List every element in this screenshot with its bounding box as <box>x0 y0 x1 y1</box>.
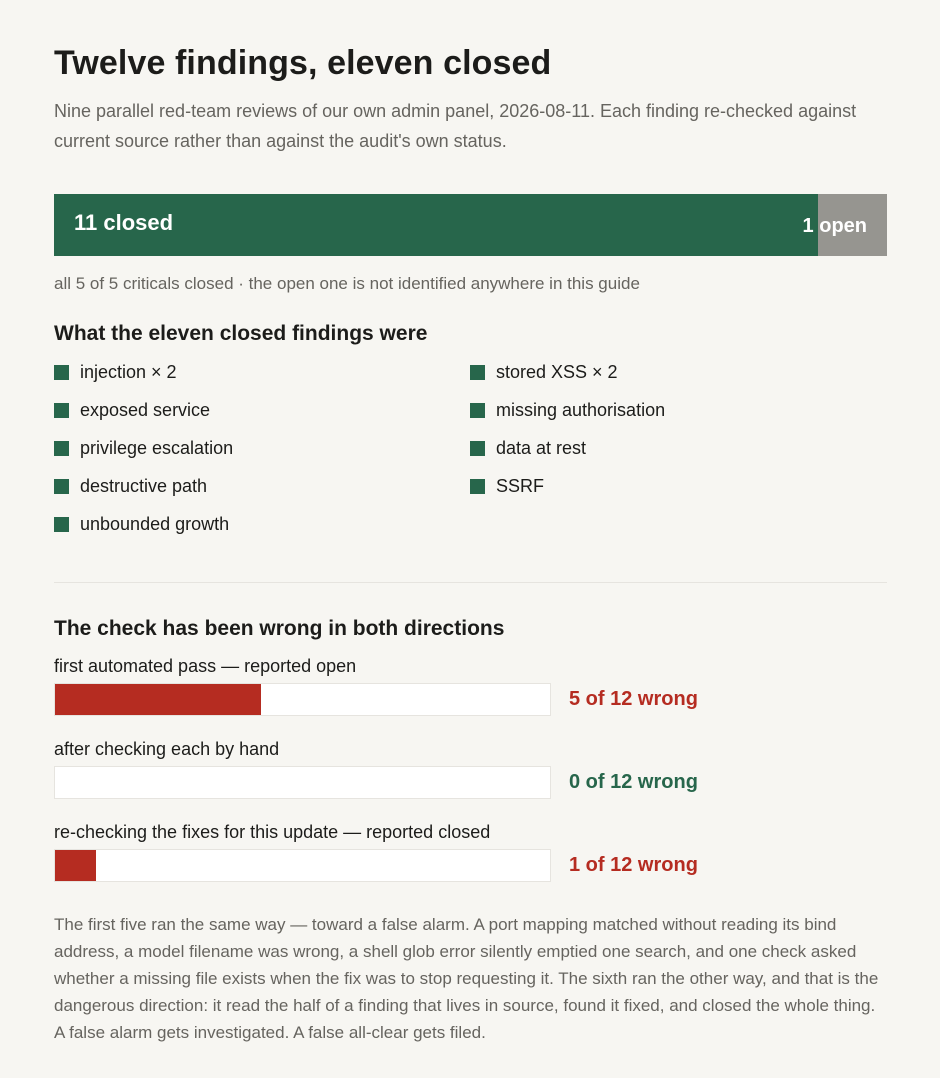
accuracy-row <box>54 739 887 809</box>
status-bar-open-segment <box>802 194 887 256</box>
accuracy-row-label: after checking each by hand <box>54 739 280 759</box>
accuracy-track <box>54 766 551 799</box>
closed-findings-heading: What the eleven closed findings were <box>54 322 428 345</box>
square-bullet-icon <box>470 441 485 456</box>
finding-item: SSRF <box>470 474 544 498</box>
finding-item: privilege escalation <box>54 436 233 460</box>
status-bar <box>54 194 887 256</box>
finding-item: unbounded growth <box>54 512 229 536</box>
status-bar-note: all 5 of 5 criticals closed · the open one is not identified anywhere in this guide <box>54 274 640 293</box>
page-title: Twelve findings, eleven closed <box>54 44 552 82</box>
square-bullet-icon <box>470 403 485 418</box>
accuracy-heading: The check has been wrong in both directions <box>54 617 505 640</box>
finding-item: exposed service <box>54 398 210 422</box>
finding-item: stored XSS × 2 <box>470 360 618 384</box>
accuracy-value: 0 of 12 wrong <box>569 771 698 793</box>
accuracy-track <box>54 683 551 716</box>
finding-item: missing authorisation <box>470 398 665 422</box>
accuracy-fill <box>55 850 96 881</box>
accuracy-value: 5 of 12 wrong <box>569 688 698 710</box>
summary-paragraph: The first five ran the same way — toward a false alarm. A port mapping matched without reading its bind address, a model filename was wrong, a shell glob error silently emptied one search, and one check asked whether a missing file exists when the fix was to stop requesting it. The sixth ran the other way, and that is the dangerous direction: it read the half of a finding that lives in source, found it fixed, and closed the whole thing. A false alarm gets investigated. A false all-clear gets filed. <box>54 915 879 1042</box>
square-bullet-icon <box>470 365 485 380</box>
open-count-label: 1 open <box>802 215 867 237</box>
accuracy-fill <box>55 684 261 715</box>
page-subtitle: Nine parallel red-team reviews of our own admin panel, 2026-08-11. Each finding re-checked against current source rather than against the audit's own status. <box>54 101 857 151</box>
closed-count-label: 11 closed <box>74 210 174 235</box>
accuracy-track <box>54 849 551 882</box>
square-bullet-icon <box>54 517 69 532</box>
square-bullet-icon <box>470 479 485 494</box>
square-bullet-icon <box>54 365 69 380</box>
finding-item: injection × 2 <box>54 360 177 384</box>
accuracy-row-label: first automated pass — reported open <box>54 656 357 676</box>
finding-item: destructive path <box>54 474 207 498</box>
square-bullet-icon <box>54 441 69 456</box>
accuracy-row <box>54 656 887 726</box>
square-bullet-icon <box>54 479 69 494</box>
accuracy-value: 1 of 12 wrong <box>569 854 698 876</box>
status-bar-closed-segment <box>54 194 818 256</box>
square-bullet-icon <box>54 403 69 418</box>
finding-item: data at rest <box>470 436 586 460</box>
accuracy-row <box>54 822 887 892</box>
section-divider <box>54 582 887 583</box>
accuracy-row-label: re-checking the fixes for this update — reported closed <box>54 822 491 842</box>
